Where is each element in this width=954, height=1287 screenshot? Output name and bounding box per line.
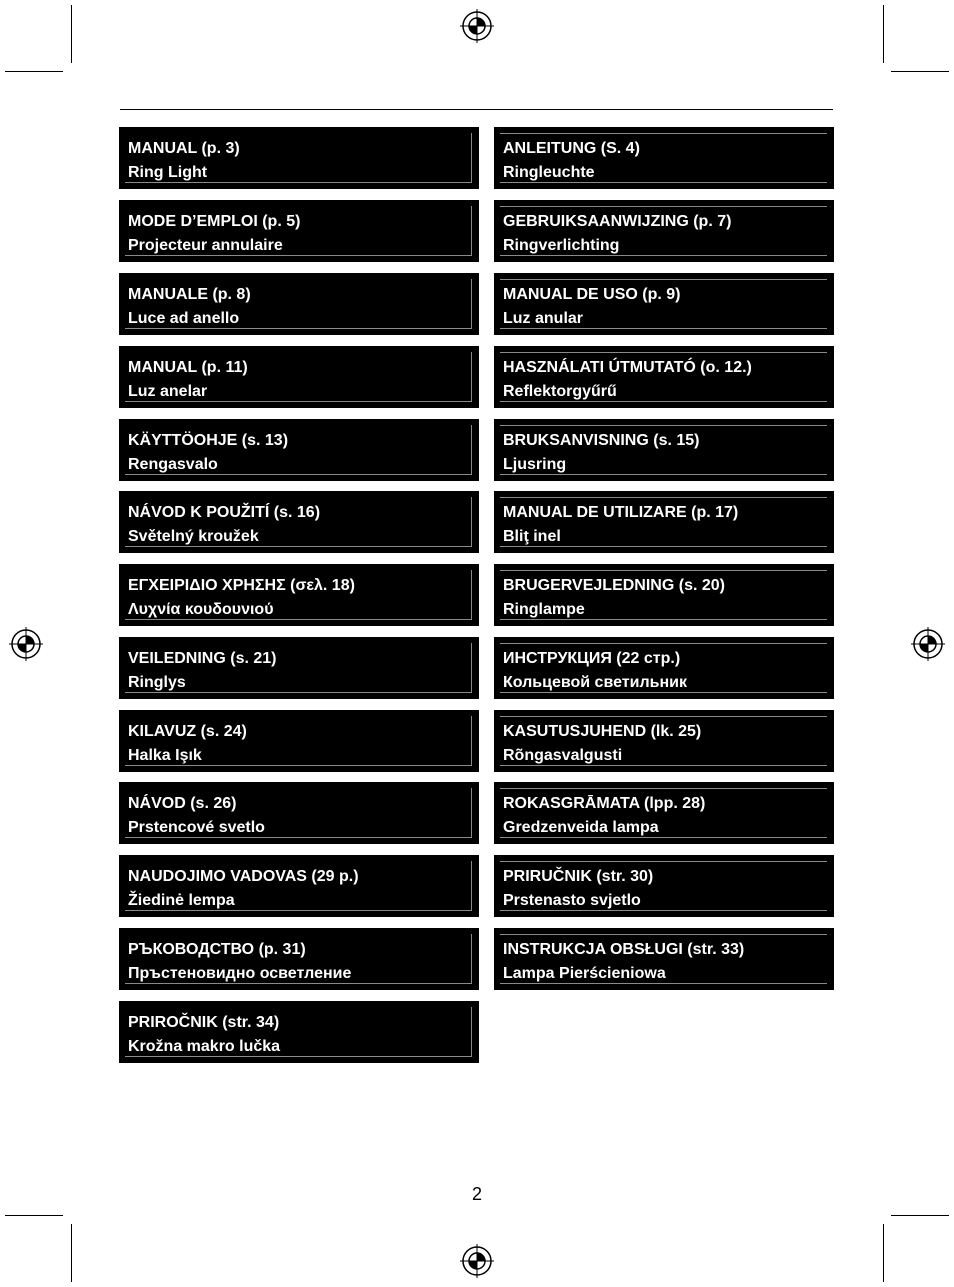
manual-title: KILAVUZ (s. 24) (128, 723, 247, 740)
product-name: Prstencové svetlo (128, 819, 265, 836)
manual-title: HASZNÁLATI ÚTMUTATÓ (o. 12.) (503, 359, 752, 376)
language-entry-it[interactable] (119, 273, 479, 335)
manual-title: PRIROČNIK (str. 34) (128, 1014, 280, 1031)
language-entry-cs[interactable] (119, 491, 479, 553)
manual-title: BRUKSANVISNING (s. 15) (503, 432, 700, 449)
product-name: Rengasvalo (128, 456, 218, 473)
product-name: Luce ad anello (128, 310, 240, 327)
language-entry-el[interactable] (119, 564, 479, 626)
language-entry-da[interactable] (494, 564, 834, 626)
manual-title: BRUGERVEJLEDNING (s. 20) (503, 577, 725, 594)
product-name: Luz anelar (128, 383, 208, 400)
product-name: Světelný kroužek (128, 528, 259, 545)
manual-title: MANUAL (p. 11) (128, 359, 248, 376)
manual-title: NAUDOJIMO VADOVAS (29 p.) (128, 868, 359, 885)
language-entry-hu[interactable] (494, 346, 834, 408)
product-name: Ljusring (503, 456, 567, 473)
language-entry-pt[interactable] (119, 346, 479, 408)
manual-title: ΕΓΧΕΙΡΙΔΙΟ ΧΡΗΣΗΣ (σελ. 18) (128, 577, 355, 594)
header-rule (120, 109, 833, 110)
product-name: Ringverlichting (503, 237, 620, 254)
language-entry-bg[interactable] (119, 928, 479, 990)
manual-title: MANUAL DE USO (p. 9) (503, 286, 681, 303)
crop-mark (883, 5, 884, 63)
product-name: Lampa Pierścieniowa (503, 965, 666, 982)
language-entry-ru[interactable] (494, 637, 834, 699)
product-name: Ringlys (128, 674, 186, 691)
language-entry-fi[interactable] (119, 419, 479, 481)
crop-mark (71, 5, 72, 63)
product-name: Halka Işık (128, 747, 202, 764)
manual-title: MANUAL DE UTILIZARE (p. 17) (503, 504, 739, 521)
manual-title: VEILEDNING (s. 21) (128, 650, 277, 667)
language-entry-nl[interactable] (494, 200, 834, 262)
product-name: Bliţ inel (503, 528, 561, 545)
language-entry-sl[interactable] (119, 1001, 479, 1063)
manual-title: INSTRUKCJA OBSŁUGI (str. 33) (503, 941, 745, 958)
crop-mark (891, 1215, 949, 1216)
crop-mark (891, 71, 949, 72)
language-entry-no[interactable] (119, 637, 479, 699)
language-entry-es[interactable] (494, 273, 834, 335)
product-name: Reflektorgyűrű (503, 383, 617, 400)
manual-title: NÁVOD (s. 26) (128, 795, 237, 812)
manual-title: KASUTUSJUHEND (lk. 25) (503, 723, 702, 740)
manual-title: ИНСТРУКЦИЯ (22 стр.) (503, 650, 681, 667)
product-name: Кольцевой светильник (503, 674, 687, 691)
manual-title: MODE D’EMPLOI (p. 5) (128, 213, 301, 230)
product-name: Gredzenveida lampa (503, 819, 659, 836)
language-entry-de[interactable] (494, 127, 834, 189)
manual-title: ROKASGRĀMATA (lpp. 28) (503, 795, 706, 812)
language-entry-hr[interactable] (494, 855, 834, 917)
registration-mark-icon (911, 627, 945, 661)
manual-title: MANUALE (p. 8) (128, 286, 251, 303)
crop-mark (71, 1224, 72, 1282)
product-name: Ring Light (128, 164, 208, 181)
language-entry-sk[interactable] (119, 782, 479, 844)
language-entry-lt[interactable] (119, 855, 479, 917)
product-name: Krožna makro lučka (128, 1038, 281, 1055)
language-entry-fr[interactable] (119, 200, 479, 262)
registration-mark-icon (9, 627, 43, 661)
crop-mark (883, 1224, 884, 1282)
manual-title: GEBRUIKSAANWIJZING (p. 7) (503, 213, 732, 230)
registration-mark-icon (460, 1244, 494, 1278)
crop-mark (5, 71, 63, 72)
product-name: Luz anular (503, 310, 584, 327)
manual-title: РЪКОВОДСТВО (p. 31) (128, 941, 306, 958)
manual-title: MANUAL (p. 3) (128, 140, 240, 157)
product-name: Žiedinė lempa (128, 892, 235, 909)
language-entry-et[interactable] (494, 710, 834, 772)
manual-title: NÁVOD K POUŽITÍ (s. 16) (128, 504, 321, 521)
language-entry-lv[interactable] (494, 782, 834, 844)
product-name: Ringleuchte (503, 164, 595, 181)
manual-title: KÄYTTÖOHJE (s. 13) (128, 432, 289, 449)
language-entry-ro[interactable] (494, 491, 834, 553)
crop-mark (5, 1215, 63, 1216)
product-name: Пръстеновидно осветление (128, 965, 352, 982)
product-name: Rõngasvalgusti (503, 747, 623, 764)
product-name: Prstenasto svjetlo (503, 892, 641, 909)
product-name: Ringlampe (503, 601, 585, 618)
language-entry-en[interactable] (119, 127, 479, 189)
language-entry-pl[interactable] (494, 928, 834, 990)
language-entry-tr[interactable] (119, 710, 479, 772)
product-name: Projecteur annulaire (128, 237, 283, 254)
page-number: 2 (471, 1184, 482, 1204)
registration-mark-icon (460, 9, 494, 43)
manual-title: ANLEITUNG (S. 4) (503, 140, 640, 157)
product-name: Λυχνία κουδουνιού (128, 601, 274, 618)
language-entry-sv[interactable] (494, 419, 834, 481)
manual-title: PRIRUČNIK (str. 30) (503, 868, 654, 885)
